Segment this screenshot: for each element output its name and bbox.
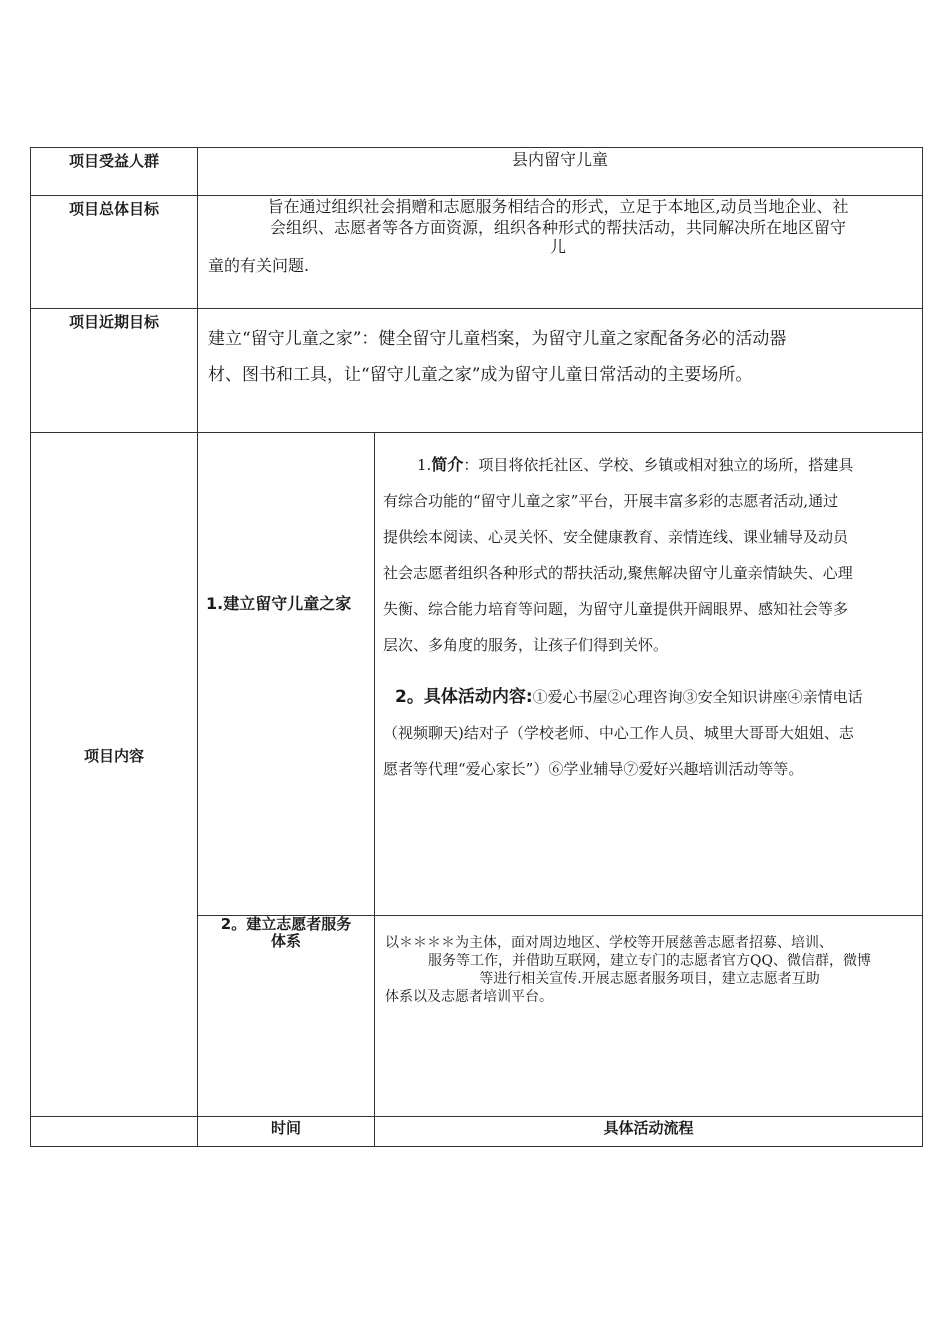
item2-label-cell [198, 916, 375, 1117]
intro-line-5: 层次、多角度的服务，让孩子们得到关怀。 [383, 636, 669, 654]
item2-label-line2: 体系 [270, 932, 301, 950]
schedule-flow-cell [375, 1117, 923, 1147]
content-label-cell [31, 433, 198, 1117]
overall-goal-label-cell [31, 196, 198, 309]
item2-line2: 服务等工作，并借助互联网，建立专门的志愿者官方QQ、微信群，微博 [428, 953, 871, 969]
intro-colon: ： [463, 456, 479, 474]
activities-heading: 2。具体活动内容: [395, 687, 533, 707]
near-goal-label-cell [31, 309, 198, 433]
intro-line-1: 有综合功能的“留守儿童之家”平台，开展丰富多彩的志愿者活动,通过 [383, 492, 839, 510]
intro-number: 1. [417, 456, 432, 474]
overall-goal-text [198, 196, 922, 277]
near-goal-label: 项目近期目标 [68, 313, 159, 331]
activities-first-line [383, 679, 912, 715]
item1-intro-first-line [383, 447, 912, 483]
overall-goal-line1: 旨在通过组织社会捐赠和志愿服务相结合的形式，立足于本地区,动员当地企业、社 [267, 197, 849, 216]
intro-heading: 简介 [431, 455, 464, 474]
row-content-item1 [31, 433, 923, 916]
overall-goal-line3: 儿 [550, 237, 567, 256]
project-form-table [30, 147, 923, 1147]
intro-line-2: 提供绘本阅读、心灵关怀、安全健康教育、亲情连线、课业辅导及动员 [383, 528, 849, 546]
item1-content-cell [375, 433, 923, 916]
item2-line4: 体系以及志愿者培训平台。 [385, 989, 553, 1005]
item2-text [375, 916, 922, 1006]
beneficiary-value-cell [198, 148, 923, 196]
near-goal-line1: 建立“留守儿童之家”：健全留守儿童档案，为留守儿童之家配备务必的活动器 [208, 329, 787, 349]
item2-line3: 等进行相关宣传.开展志愿者服务项目，建立志愿者互助 [479, 971, 820, 987]
item2-line1: 以＊＊＊＊为主体，面对周边地区、学校等开展慈善志愿者招募、培训、 [385, 935, 833, 951]
item1-label: 1.建立留守儿童之家 [206, 594, 352, 613]
activities-line1: ①爱心书屋②心理咨询③安全知识讲座④亲情电话 [532, 688, 863, 706]
beneficiary-label-cell [31, 148, 198, 196]
schedule-flow-header: 具体活动流程 [603, 1119, 694, 1137]
row-beneficiary [31, 148, 923, 196]
schedule-time-header: 时间 [270, 1119, 301, 1137]
content-label: 项目内容 [83, 746, 144, 765]
schedule-time-cell [198, 1117, 375, 1147]
activities-line3: 愿者等代理“爱心家长”）⑥学业辅导⑦爱好兴趣培训活动等等。 [383, 760, 804, 778]
overall-goal-line4: 童的有关问题. [208, 256, 310, 275]
item1-intro [375, 433, 922, 663]
intro-line-3: 社会志愿者组织各种形式的帮扶活动,聚焦解决留守儿童亲情缺失、心理 [383, 564, 853, 582]
row-overall-goal [31, 196, 923, 309]
item1-label-cell [198, 433, 375, 916]
row-near-goal [31, 309, 923, 433]
near-goal-text [198, 309, 922, 393]
schedule-empty-cell [31, 1117, 198, 1147]
item1-activities [375, 663, 922, 787]
overall-goal-label: 项目总体目标 [68, 200, 159, 218]
item2-content-cell [375, 916, 923, 1117]
near-goal-value-cell [198, 309, 923, 433]
intro-line-4: 失衡、综合能力培育等问题，为留守儿童提供开阔眼界、感知社会等多 [383, 600, 849, 618]
row-schedule-header [31, 1117, 923, 1147]
activities-line2: （视频聊天)结对子（学校老师、中心工作人员、城里大哥哥大姐姐、志 [383, 724, 854, 742]
intro-line-0: 项目将依托社区、学校、乡镇或相对独立的场所，搭建具 [478, 456, 854, 474]
beneficiary-label: 项目受益人群 [68, 152, 159, 170]
item2-label-line1: 2。建立志愿者服务 [220, 915, 352, 933]
overall-goal-value-cell [198, 196, 923, 309]
item2-label [198, 916, 374, 950]
overall-goal-line2: 会组织、志愿者等各方面资源，组织各种形式的帮扶活动，共同解决所在地区留守 [270, 218, 847, 237]
near-goal-line2: 材、图书和工具，让“留守儿童之家”成为留守儿童日常活动的主要场所。 [208, 365, 753, 385]
beneficiary-value: 县内留守儿童 [512, 150, 609, 169]
